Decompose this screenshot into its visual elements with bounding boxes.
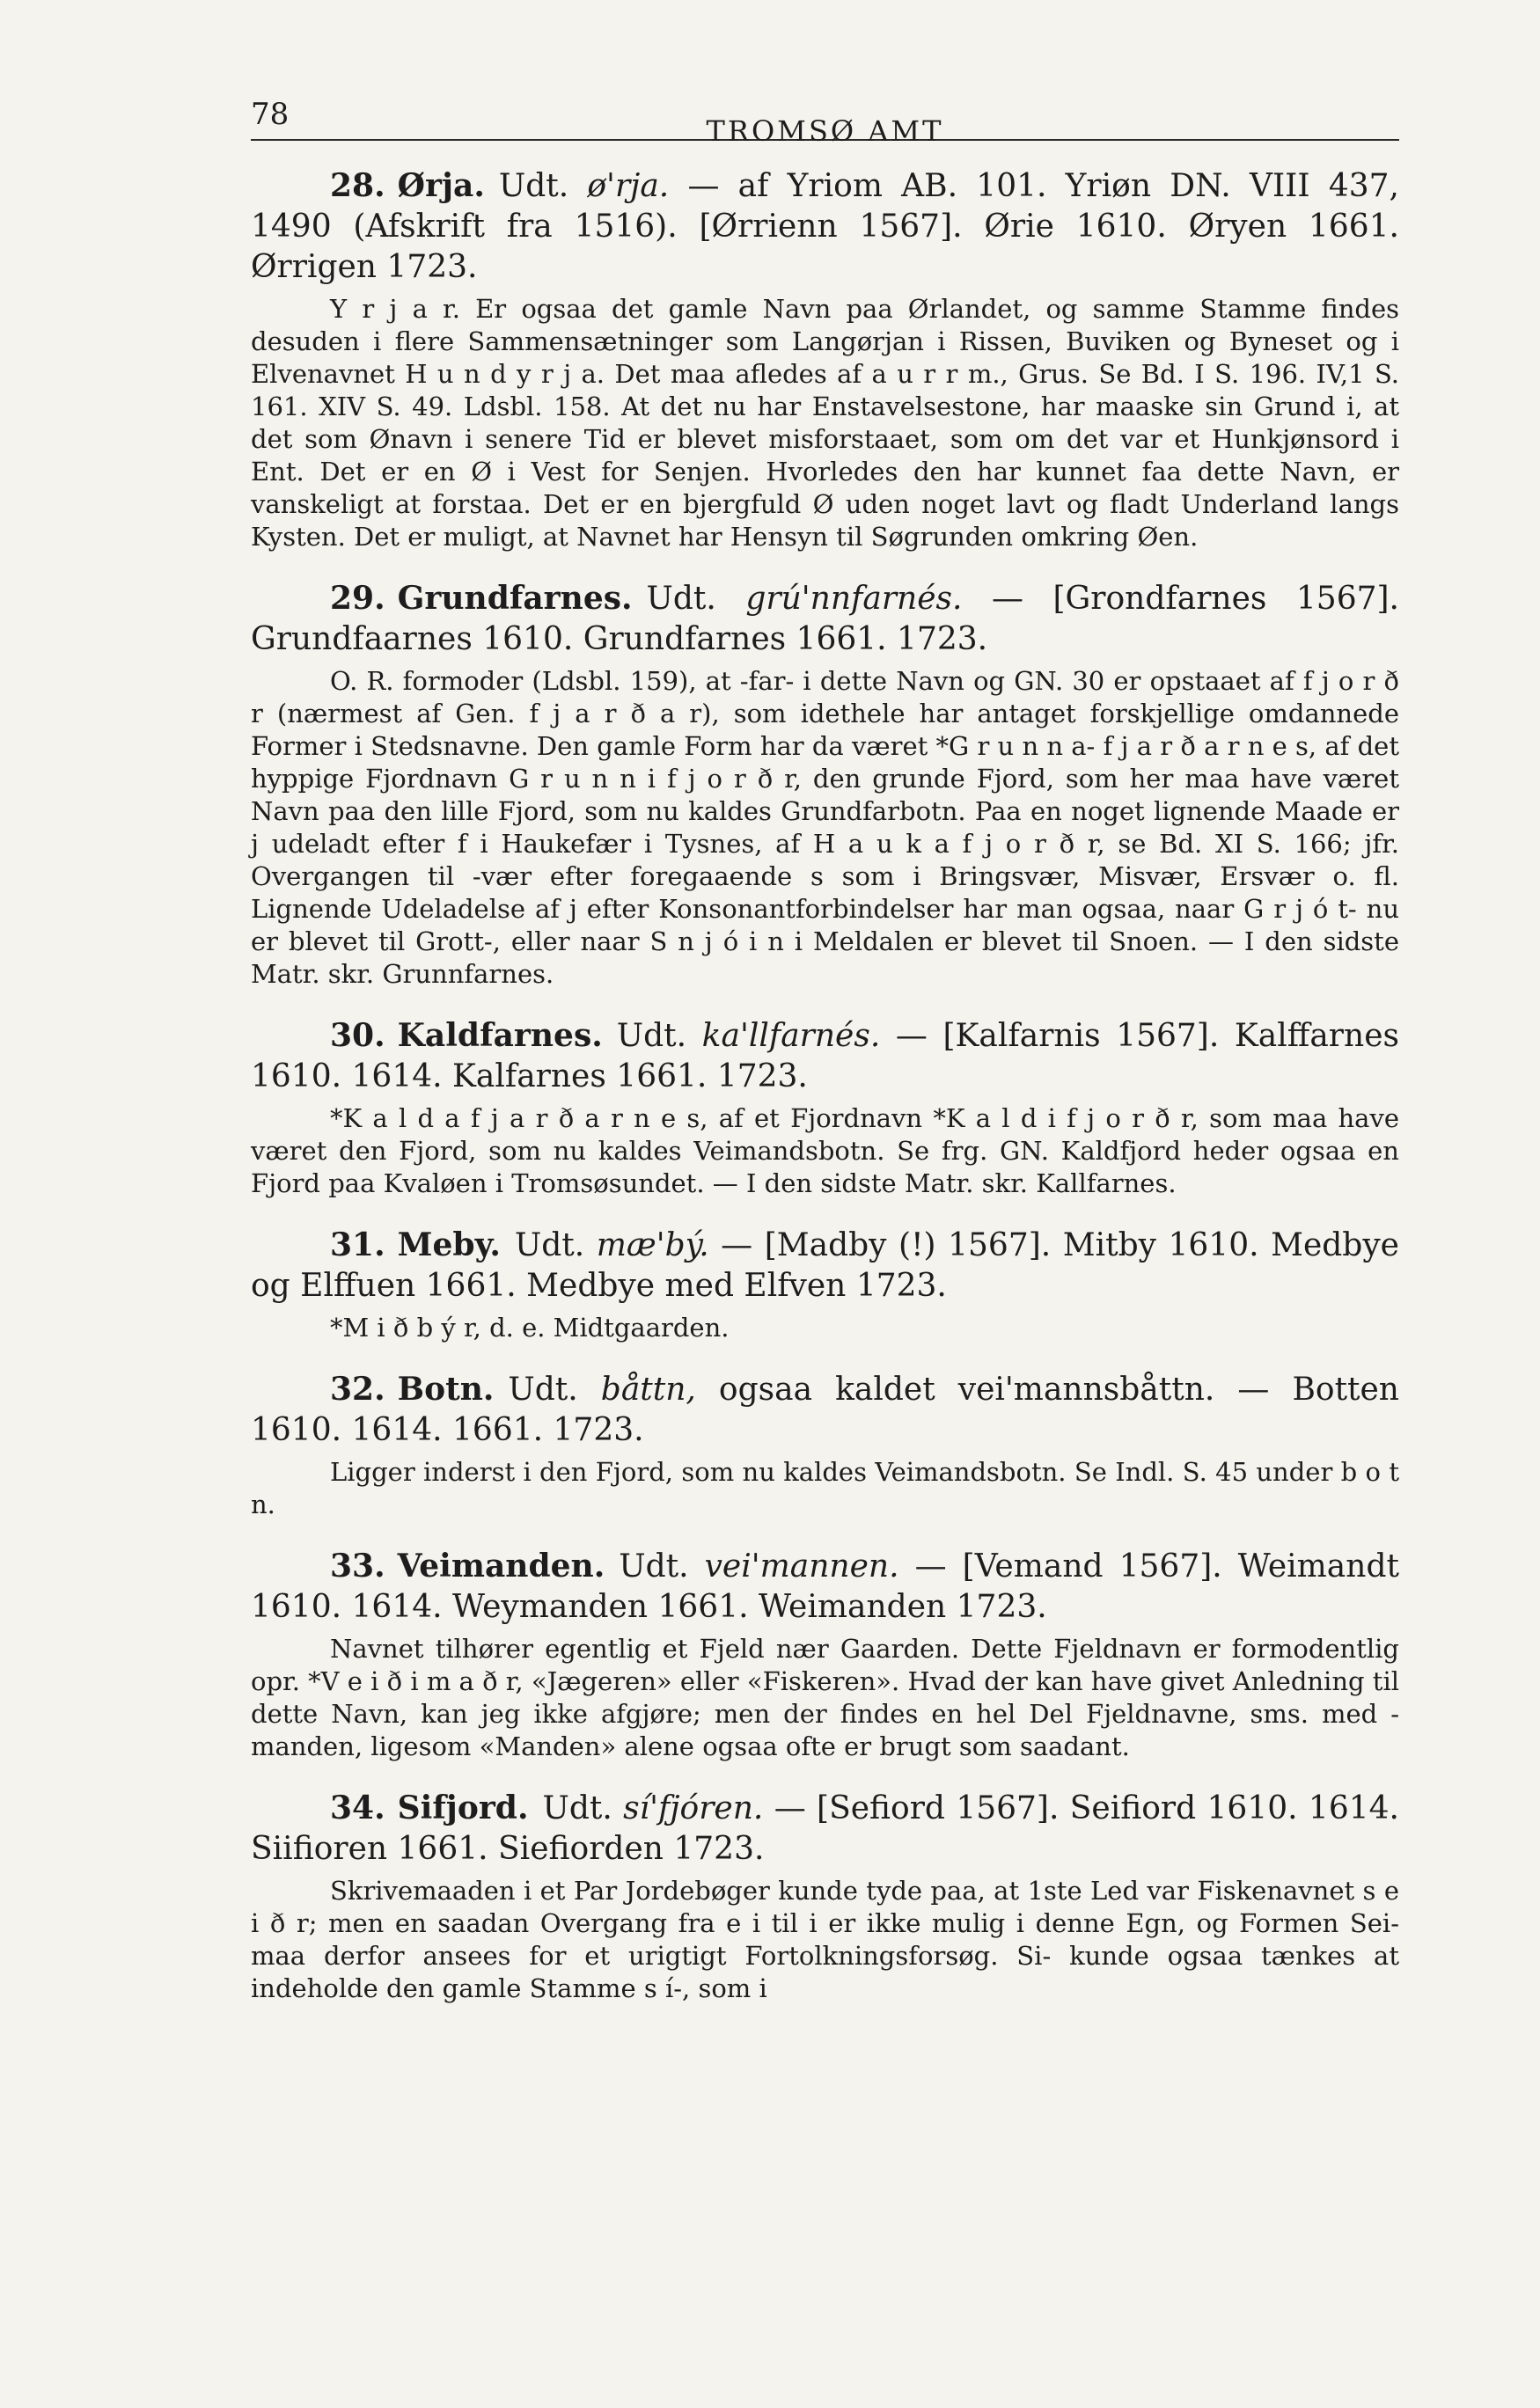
entry [251, 165, 1399, 553]
entry-sources: — [Vemand 1567]. Weimandt 1610. 1614. Weymanden 1661. Weimanden 1723. [251, 1548, 1399, 1625]
entry-body: Navnet tilhører egentlig et Fjeld nær Gaarden. Dette Fjeldnavn er formodentlig opr. *V e i ð i m a ð r, «Jægeren» eller «Fiskeren». Hvad der kan have givet Anledning til dette Navn, kan jeg ikke afgjøre; men der findes en hel Del Fjeldnavne, sms. med -manden, ligesom «Manden» alene ogsaa ofte er brugt som saadant. [251, 1634, 1399, 1761]
entry-lead [251, 1788, 1399, 1870]
entry-pronunciation: mæ'bý. [596, 1227, 709, 1263]
entry-name: Ørja. [397, 167, 485, 204]
entry-udt: Udt. [619, 1548, 689, 1585]
entry [251, 1015, 1399, 1200]
entry-udt: Udt. [616, 1018, 687, 1054]
entry-body: Y r j a r. Er ogsaa det gamle Navn paa Ørlandet, og samme Stamme findes desuden i flere Sammensætninger som Langørjan i Rissen, Buviken og Byneset og i Elvenavnet H u n d y r j a. Det maa afledes af a u r r m., Grus. Se Bd. I S. 196. IV,1 S. 161. XIV S. 49. Ldsbl. 158. At det nu har Enstavelsestone, har maaske sin Grund i, at det som Ønavn i senere Tid er blevet misforstaaet, som om det var et Hunkjønsord i Ent. Det er en Ø i Vest for Senjen. Hvorledes den har kunnet faa dette Navn, er vanskeligt at forstaa. Det er en bjergfuld Ø uden noget lavt og fladt Underland langs Kysten. Det er muligt, at Navnet har Hensyn til Søgrunden omkring Øen. [251, 294, 1399, 552]
entry-body: Skrivemaaden i et Par Jordebøger kunde tyde paa, at 1ste Led var Fiskenavnet s e i ð r; men en saadan Overgang fra e i til i er ikke mulig i denne Egn, og Formen Sei- maa derfor ansees for et urigtigt Fortolkningsforsøg. Si- kunde ogsaa tænkes at indeholde den gamle Stamme s í-, som i [251, 1876, 1399, 2003]
entry [251, 1546, 1399, 1763]
entry-sources: — [Grondfarnes 1567]. Grundfaarnes 1610. Grundfarnes 1661. 1723. [251, 581, 1399, 657]
entry-sources: ogsaa kaldet vei'mannsbåttn. — Botten 1610. 1614. 1661. 1723. [251, 1372, 1399, 1448]
entry-sources: — [Sefiord 1567]. Seifiord 1610. 1614. Siifioren 1661. Siefiorden 1723. [251, 1790, 1399, 1867]
page-number: 78 [251, 97, 290, 132]
entry [251, 1369, 1399, 1521]
entry-number: 29. [330, 580, 385, 617]
entry [251, 1225, 1399, 1344]
entry-number: 33. [330, 1548, 385, 1585]
entry-udt: Udt. [508, 1372, 578, 1408]
entry-udt: Udt. [498, 168, 569, 204]
entry-list [251, 165, 1399, 2005]
entry-sources: — [Kalfarnis 1567]. Kalffarnes 1610. 1614. Kalfarnes 1661. 1723. [251, 1018, 1399, 1094]
running-title: TROMSØ AMT [706, 114, 944, 148]
entry-lead [251, 1015, 1399, 1097]
entry-lead [251, 1225, 1399, 1306]
entry [251, 578, 1399, 991]
entry-lead [251, 578, 1399, 660]
entry-pronunciation: vei'mannen. [704, 1548, 899, 1585]
entry-sources: — [Madby (!) 1567]. Mitby 1610. Medbye og Elffuen 1661. Medbye med Elfven 1723. [251, 1227, 1399, 1304]
entry-pronunciation: grú'nnfarnés. [745, 581, 963, 617]
entry-lead [251, 1369, 1399, 1451]
entry-body: *K a l d a f j a r ð a r n e s, af et Fjordnavn *K a l d i f j o r ð r, som maa have været den Fjord, som nu kaldes Veimandsbotn. Se frg. GN. Kaldfjord heder ogsaa en Fjord paa Kvaløen i Tromsøsundet. — I den sidste Matr. skr. Kallfarnes. [251, 1103, 1399, 1198]
entry-number: 28. [330, 167, 385, 204]
entry-body: Ligger inderst i den Fjord, som nu kaldes Veimandsbotn. Se Indl. S. 45 under b o t n. [251, 1457, 1399, 1519]
entry-pronunciation: ka'llfarnés. [701, 1018, 881, 1054]
entry-sources: — af Yriom AB. 101. Yriøn DN. VIII 437, 1490 (Afskrift fra 1516). [Ørrienn 1567]. Ørie 1610. Øryen 1661. Ørrigen 1723. [251, 168, 1399, 285]
entry-pronunciation: båttn, [600, 1372, 696, 1408]
entry [251, 1788, 1399, 2005]
entry-pronunciation: sí'fjóren. [623, 1790, 764, 1826]
entry-number: 30. [330, 1017, 385, 1054]
entry-name: Veimanden. [397, 1548, 605, 1585]
page [251, 97, 1399, 2005]
entry-number: 32. [330, 1371, 385, 1408]
entry-name: Kaldfarnes. [397, 1017, 603, 1054]
entry-pronunciation: ø'rja. [587, 168, 670, 204]
entry-lead [251, 1546, 1399, 1628]
entry-udt: Udt. [542, 1790, 612, 1826]
entry-body: O. R. formoder (Ldsbl. 159), at -far- i dette Navn og GN. 30 er opstaaet af f j o r ð r (nærmest af Gen. f j a r ð a r), som idethele har antaget forskjellige omdannede Former i Stedsnavne. Den gamle Form har da været *G r u n n a- f j a r ð a r n e s, af det hyppige Fjordnavn G r u n n i f j o r ð r, den grunde Fjord, som her maa have været Navn paa den lille Fjord, som nu kaldes Grundfarbotn. Paa en noget lignende Maade er j udeladt efter f i Haukefær i Tysnes, af H a u k a f j o r ð r, se Bd. XI S. 166; jfr. Overgangen til -vær efter foregaaende s som i Bringsvær, Misvær, Ersvær o. fl. Lignende Udeladelse af j efter Konsonantforbindelser har man ogsaa, naar G r j ó t- nu er blevet til Grott-, eller naar S n j ó i n i Meldalen er blevet til Snoen. — I den sidste Matr. skr. Grunnfarnes. [251, 666, 1399, 989]
entry-name: Grundfarnes. [397, 580, 633, 617]
entry-number: 34. [330, 1790, 385, 1826]
entry-body: *M i ð b ý r, d. e. Midtgaarden. [330, 1313, 730, 1343]
entry-udt: Udt. [646, 581, 716, 617]
entry-name: Sifjord. [397, 1790, 529, 1826]
entry-name: Meby. [397, 1226, 501, 1263]
page-header [251, 97, 1399, 148]
entry-udt: Udt. [514, 1227, 585, 1263]
entry-name: Botn. [397, 1371, 495, 1408]
entry-lead [251, 165, 1399, 288]
entry-number: 31. [330, 1226, 385, 1263]
